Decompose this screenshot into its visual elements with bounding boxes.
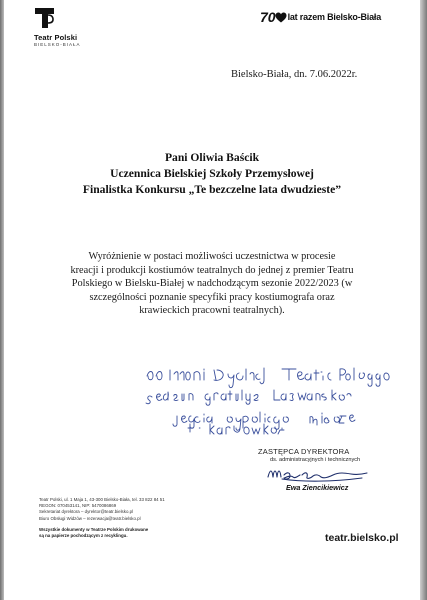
- body-line: Polskiego w Bielsku-Białej w nadchodzącym sezonie 2022/2023 (w: [71, 278, 353, 290]
- signature-subtitle: ds. administracyjnych i technicznych: [270, 457, 361, 463]
- footer-paper-note: Wszystkie dokumenty w Teatrze Polskim drukowane: [39, 526, 149, 532]
- body-line: krawieckich pracowni teatralnych).: [139, 305, 285, 317]
- theatre-logo: [34, 6, 124, 46]
- body-line: Wyróżnienie w postaci możliwości uczestnictwa w procesie: [88, 251, 336, 262]
- anniversary-logo: [260, 8, 381, 26]
- website-link[interactable]: teatr.bielsko.pl: [325, 532, 399, 544]
- anniversary-text: lat razem Bielsko-Biała: [287, 12, 382, 22]
- theatre-city: BIELSKO-BIAŁA: [34, 42, 81, 47]
- theatre-name: Teatr Polski: [34, 33, 78, 42]
- anniversary-number: 70: [260, 9, 276, 25]
- letter-date: Bielsko-Biała, dn. 7.06.2022r.: [231, 69, 358, 80]
- footer-paper-note-2: są na papierze pochodzącym z recyklingu.: [39, 533, 128, 539]
- handwritten-note: [142, 364, 392, 439]
- theatre-logo-icon: [34, 6, 56, 30]
- footer-box-office: Biuro Obsługi Widzów – rezerwacja@teatr.bielsko.pl: [39, 515, 141, 521]
- heart-icon: [275, 12, 287, 23]
- letter-body: [32, 250, 392, 318]
- letter-sheet: [4, 0, 420, 600]
- recipient-school: Uczennica Bielskiej Szkoły Przemysłowej: [110, 167, 314, 180]
- body-line: kreacji i produkcji kostiumów teatralnych do jednej z premier Teatru: [70, 264, 354, 276]
- recipient-award: Finalistka Konkursu „Te bezczelne lata dwudzieste”: [82, 183, 342, 196]
- signature-title: ZASTĘPCA DYREKTORA: [258, 447, 350, 456]
- footer-ids: REGON: 070453141, NIP: 5470086869: [39, 503, 117, 509]
- scan-edge-right: [420, 0, 427, 600]
- signature-block: [254, 447, 394, 517]
- recipient-block: [4, 150, 420, 198]
- footer-address: Teatr Polski, ul. 1 Maja 1, 43-300 Bielsko-Biała, tel. 33 822 84 51: [39, 497, 165, 502]
- footer-secretariat: Sekretariat dyrektora – dyrektor@teatr.bielsko.pl: [39, 509, 134, 515]
- signature-scribble: [262, 463, 382, 485]
- signature-name: Ewa Ziencikiewicz: [286, 483, 349, 492]
- recipient-name: Pani Oliwia Baścik: [164, 151, 260, 164]
- body-line: szczególności poznanie specyfiki pracy kostiumografa oraz: [89, 291, 335, 303]
- footer-info: [39, 497, 165, 539]
